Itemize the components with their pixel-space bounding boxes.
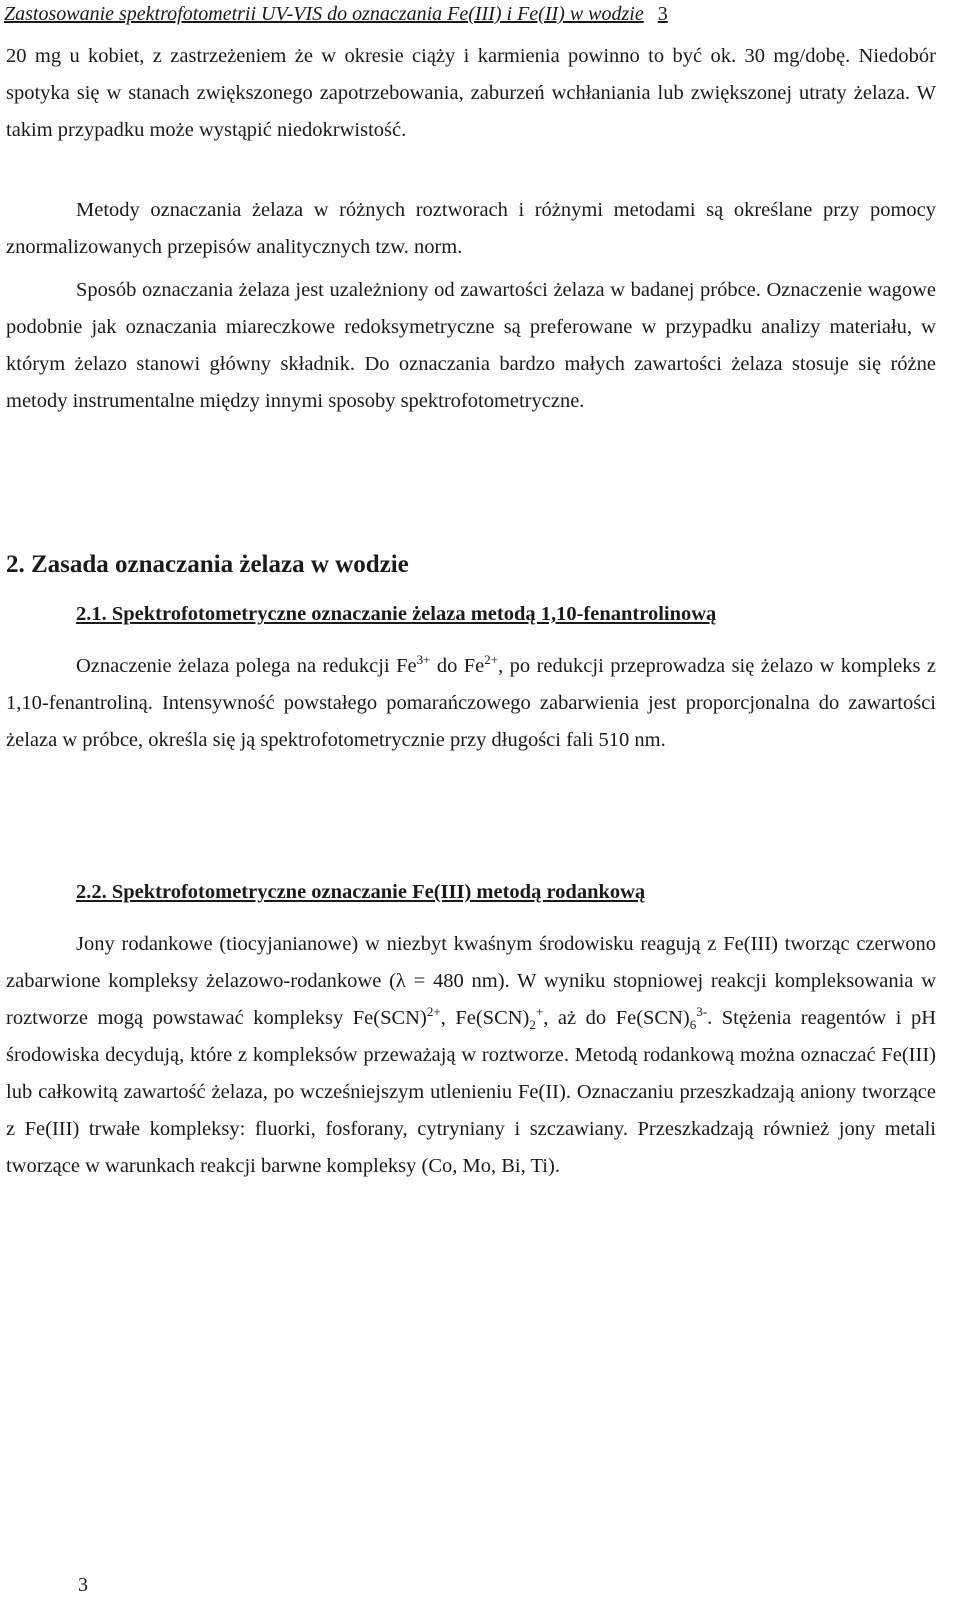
superscript: 3+: [416, 652, 431, 668]
running-header: [4, 3, 668, 26]
text-run: do Fe: [430, 655, 485, 677]
footer-page-number: 3: [78, 1574, 88, 1596]
text-run: Jony rodankowe (tiocyjanianowe) w niezbyt kwaśnym środowisku reagują z Fe(III) tworząc czerwono zabarwione kompleksy żelazowo-rodankowe (λ = 480 nm). W wyniku stopniowej reakcji kompleksowania w roztworze mogą powstawać kompleksy Fe(SCN): [6, 933, 936, 1029]
running-header-page-number: 3: [657, 3, 668, 25]
paragraph-determination: Sposób oznaczania żelaza jest uzależniony od zawartości żelaza w badanej próbce. Oznaczenie wagowe podobnie jak oznaczania miareczkowe redoksymetryczne są preferowane w przypadku analizy materiału, w którym żelazo stanowi główny składnik. Do oznaczania bardzo małych zawartości żelaza stosuje się różne metody instrumentalne między innymi sposoby spektrofotometryczne.: [6, 279, 936, 412]
subscript: 6: [689, 1017, 697, 1033]
text-run: Oznaczenie żelaza polega na redukcji Fe: [76, 655, 417, 677]
section-2-2-heading: 2.2. Spektrofotometryczne oznaczanie Fe(III) metodą rodankową: [76, 881, 646, 903]
superscript: 2+: [426, 1004, 441, 1020]
paragraph-intro-continued: 20 mg u kobiet, z zastrzeżeniem że w okresie ciąży i karmienia powinno to być ok. 30 mg/dobę. Niedobór spotyka się w stanach zwiększonego zapotrzebowania, zaburzeń wchłaniania lub zwiększonej utraty żelaza. W takim przypadku może wystąpić niedokrwistość.: [6, 45, 936, 141]
paragraph-methods: Metody oznaczania żelaza w różnych roztworach i różnymi metodami są określane przy pomocy znormalizowanych przepisów analitycznych tzw. norm.: [6, 199, 936, 258]
section-2-heading: 2. Zasada oznaczania żelaza w wodzie: [6, 551, 409, 578]
text-run: , aż do Fe(SCN): [543, 1007, 690, 1029]
subscript: 2: [529, 1017, 536, 1033]
text-run: . Stężenia reagentów i pH środowiska decydują, które z kompleksów przeważają w roztworze. Metodą rodankową można oznaczać Fe(III) lub całkowitą zawartość żelaza, po wcześniejszym utlenieniu Fe(II). Oznaczaniu przeszkadzają aniony tworzące z Fe(III) trwałe kompleksy: fluorki, fosforany, cytryniany i szczawiany. Przeszkadzają również jony metali tworzące w warunkach reakcji barwne kompleksy (Co, Mo, Bi, Ti).: [6, 1007, 937, 1177]
section-2-1-heading: 2.1. Spektrofotometryczne oznaczanie żelaza metodą 1,10-fenantrolinową: [76, 603, 717, 625]
text-run: , po redukcji przeprowadza się żelazo w kompleks z 1,10-fenantroliną. Intensywność powstałego pomarańczowego zabarwienia jest proporcjonalna do zawartości żelaza w próbce, określa się ją spektrofotometrycznie przy długości fali 510 nm.: [6, 655, 937, 751]
paragraph-thiocyanate: [6, 926, 936, 1185]
text-run: , Fe(SCN): [440, 1007, 530, 1029]
running-header-title: Zastosowanie spektrofotometrii UV-VIS do oznaczania Fe(III) i Fe(II) w wodzie: [4, 3, 644, 25]
paragraph-phenanthroline: [6, 648, 936, 759]
superscript: +: [535, 1004, 544, 1020]
superscript: 2+: [484, 652, 499, 668]
superscript: 3-: [696, 1004, 708, 1020]
